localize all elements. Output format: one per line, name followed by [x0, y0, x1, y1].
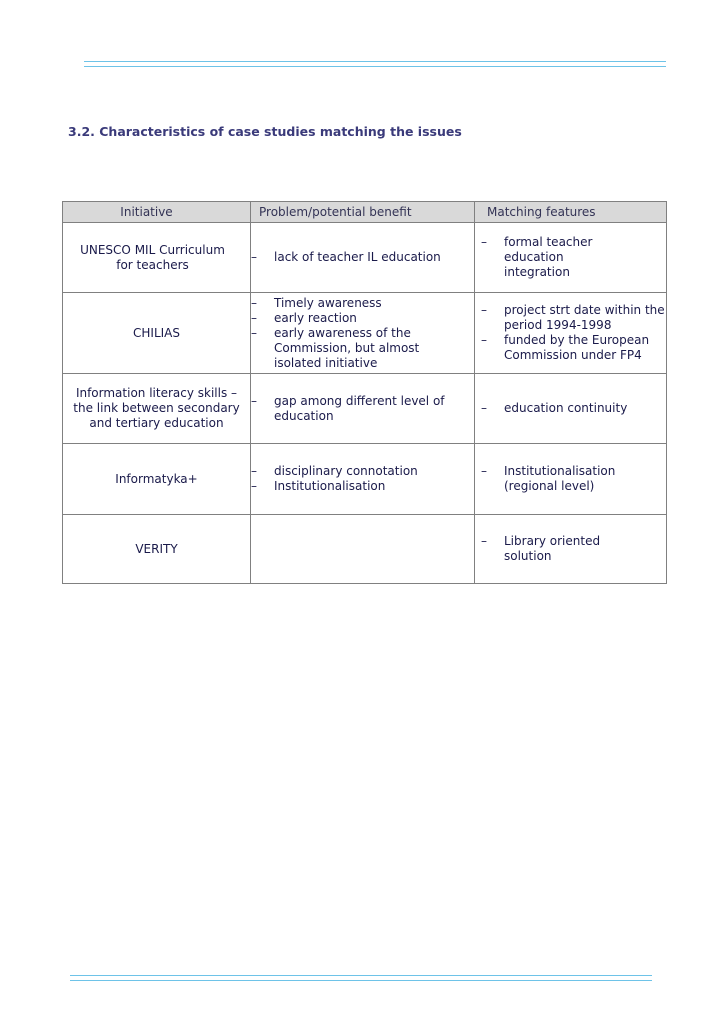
list-item [251, 296, 452, 311]
feature-text: funded by the European Commission under FP4 [504, 333, 650, 362]
table-row [63, 293, 667, 374]
list-item [481, 235, 626, 280]
dash-bullet: – [251, 464, 257, 478]
problem-text: early reaction [274, 310, 357, 325]
case-studies-table [62, 201, 667, 584]
list-item [251, 311, 452, 326]
initiative-name: VERITY [135, 541, 178, 556]
table-row [63, 515, 667, 584]
dash-bullet: – [481, 235, 487, 249]
features-cell [475, 293, 667, 374]
feature-text: Institutionalisation (regional level) [504, 464, 616, 493]
dash-bullet: – [251, 250, 257, 264]
column-header-features: Matching features [475, 202, 667, 223]
feature-text: Library oriented solution [504, 534, 601, 563]
dash-bullet: – [251, 479, 257, 493]
list-item [251, 326, 452, 371]
list-item [251, 464, 474, 479]
problem-cell [251, 223, 475, 293]
initiative-cell [63, 374, 251, 444]
list-item [481, 303, 666, 333]
problem-cell [251, 374, 475, 444]
dash-bullet: – [481, 303, 487, 317]
problem-cell [251, 515, 475, 584]
dash-bullet: – [251, 310, 257, 325]
list-item [481, 534, 626, 564]
problem-text: lack of teacher IL education [274, 250, 441, 264]
initiative-name: Information literacy skills – the link between secondary and tertiary education [73, 386, 240, 430]
initiative-name: CHILIAS [133, 325, 180, 340]
problem-text: disciplinary connotation [274, 464, 418, 478]
problem-text: early awareness of the Commission, but almost isolated initiative [274, 325, 420, 370]
table-row [63, 374, 667, 444]
section-heading: 3.2. Characteristics of case studies matching the issues [68, 124, 462, 139]
footer-rule [70, 975, 652, 981]
problem-text: Institutionalisation [274, 479, 386, 493]
initiative-cell [63, 293, 251, 374]
list-item [251, 394, 474, 424]
column-header-problem: Problem/potential benefit [251, 202, 475, 223]
problem-text: Timely awareness [274, 295, 382, 310]
problem-cell [251, 444, 475, 515]
initiative-name: Informatyka+ [115, 471, 198, 486]
problem-cell [251, 293, 475, 374]
list-item [481, 464, 636, 494]
feature-text: formal teacher education integration [504, 235, 593, 279]
features-cell [475, 223, 667, 293]
list-item [481, 401, 666, 416]
feature-text: project strt date within the period 1994-1998 [504, 303, 665, 332]
table-row [63, 444, 667, 515]
initiative-cell [63, 444, 251, 515]
initiative-cell [63, 515, 251, 584]
features-cell [475, 374, 667, 444]
dash-bullet: – [481, 464, 487, 478]
initiative-name: UNESCO MIL Curriculum for teachers [80, 242, 225, 272]
initiative-cell [63, 223, 251, 293]
features-cell [475, 515, 667, 584]
dash-bullet: – [481, 333, 487, 347]
list-item [251, 479, 474, 494]
features-cell [475, 444, 667, 515]
list-item [481, 333, 666, 363]
header-rule [84, 61, 666, 67]
dash-bullet: – [251, 393, 257, 408]
column-header-initiative: Initiative [63, 202, 251, 223]
feature-text: education continuity [504, 401, 628, 415]
dash-bullet: – [251, 325, 257, 340]
table-row [63, 223, 667, 293]
dash-bullet: – [481, 534, 487, 548]
problem-text: gap among different level of education [274, 393, 445, 423]
list-item [251, 250, 474, 265]
dash-bullet: – [251, 295, 257, 310]
table-header-row [63, 202, 667, 223]
dash-bullet: – [481, 401, 487, 415]
